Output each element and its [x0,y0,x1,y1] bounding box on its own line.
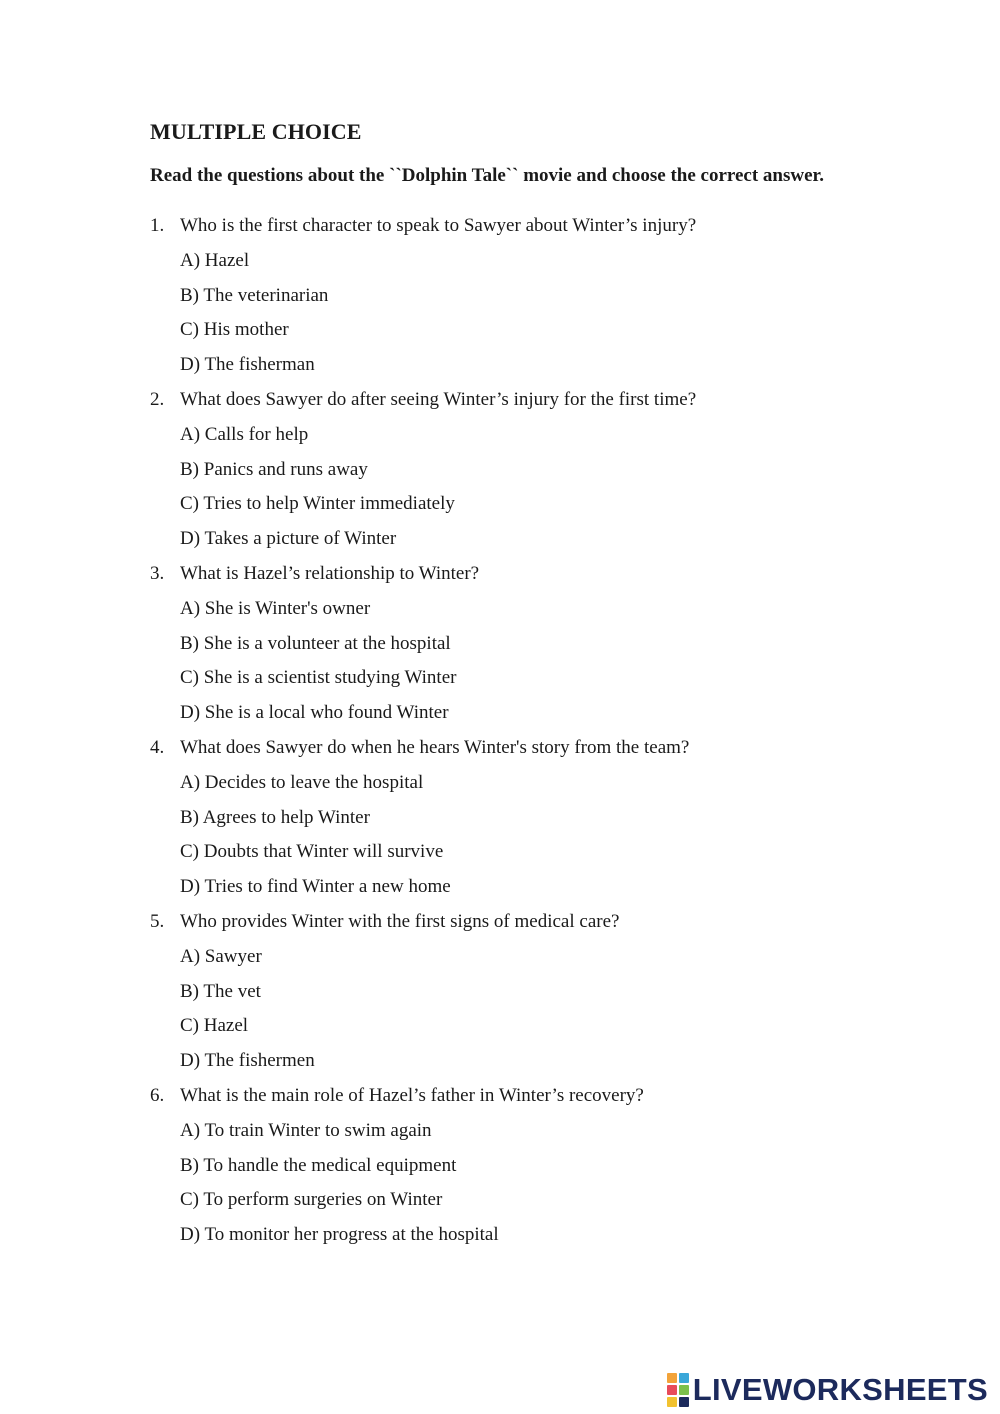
instructions: Read the questions about the ``Dolphin Tale`` movie and choose the correct answer. [150,165,824,186]
question-number: 6. [150,1084,165,1106]
question-list [150,209,930,1253]
answer-option[interactable]: A) To train Winter to swim again [180,1119,432,1141]
answer-option[interactable]: C) Tries to help Winter immediately [180,493,455,515]
logo-text: LIVEWORKSHEETS [692,1372,988,1407]
question-number: 5. [150,910,165,932]
question-text: What is the main role of Hazel’s father in Winter’s recovery? [180,1084,644,1106]
question-line [150,209,930,244]
answer-option[interactable]: A) Calls for help [180,423,309,445]
question-item [150,1079,930,1253]
logo-square [667,1373,677,1383]
answer-option[interactable]: D) To monitor her progress at the hospital [180,1224,499,1246]
question-item [150,383,930,557]
logo-square [679,1373,689,1383]
answer-option[interactable]: A) She is Winter's owner [180,597,371,619]
answer-option[interactable]: D) The fisherman [180,354,315,376]
question-text: What does Sawyer do after seeing Winter’s injury for the first time? [180,388,697,410]
liveworksheets-logo-icon [667,1373,689,1407]
answer-option[interactable]: B) To handle the medical equipment [180,1154,457,1176]
answer-option[interactable]: A) Decides to leave the hospital [180,771,424,793]
question-text: What does Sawyer do when he hears Winter's story from the team? [180,736,690,758]
question-text: Who provides Winter with the first signs of medical care? [180,910,620,932]
question-item [150,557,930,731]
question-item [150,905,930,1079]
answer-option[interactable]: D) The fishermen [180,1050,315,1072]
answer-option[interactable]: D) She is a local who found Winter [180,702,449,724]
logo-square [667,1397,677,1407]
answer-option[interactable]: A) Hazel [180,249,250,271]
logo-square [679,1397,689,1407]
question-text: What is Hazel’s relationship to Winter? [180,562,480,584]
answer-option[interactable]: C) His mother [180,319,289,341]
answer-option[interactable]: B) She is a volunteer at the hospital [180,632,451,654]
answer-option[interactable]: C) Doubts that Winter will survive [180,841,444,863]
question-line [150,557,930,592]
question-item [150,209,930,383]
answer-option[interactable]: B) The vet [180,980,261,1002]
answer-option[interactable]: D) Takes a picture of Winter [180,528,397,550]
answer-option[interactable]: C) Hazel [180,1015,249,1037]
question-number: 2. [150,388,165,410]
question-line [150,731,930,766]
logo-square [667,1385,677,1395]
answer-option[interactable]: A) Sawyer [180,945,262,967]
answer-option[interactable]: B) The veterinarian [180,284,329,306]
question-line [150,1079,930,1114]
answer-option[interactable]: B) Agrees to help Winter [180,806,370,828]
liveworksheets-logo [667,1372,988,1408]
answer-option[interactable]: D) Tries to find Winter a new home [180,876,451,898]
answer-option[interactable]: C) She is a scientist studying Winter [180,667,457,689]
question-number: 4. [150,736,165,758]
question-number: 1. [150,215,165,236]
question-item [150,731,930,905]
logo-square [679,1385,689,1395]
question-line [150,383,930,418]
question-line [150,905,930,940]
page-title: MULTIPLE CHOICE [150,119,362,144]
answer-option[interactable]: B) Panics and runs away [180,458,368,480]
question-number: 3. [150,562,165,584]
answer-option[interactable]: C) To perform surgeries on Winter [180,1189,443,1211]
question-text: Who is the first character to speak to Sawyer about Winter’s injury? [180,215,697,236]
